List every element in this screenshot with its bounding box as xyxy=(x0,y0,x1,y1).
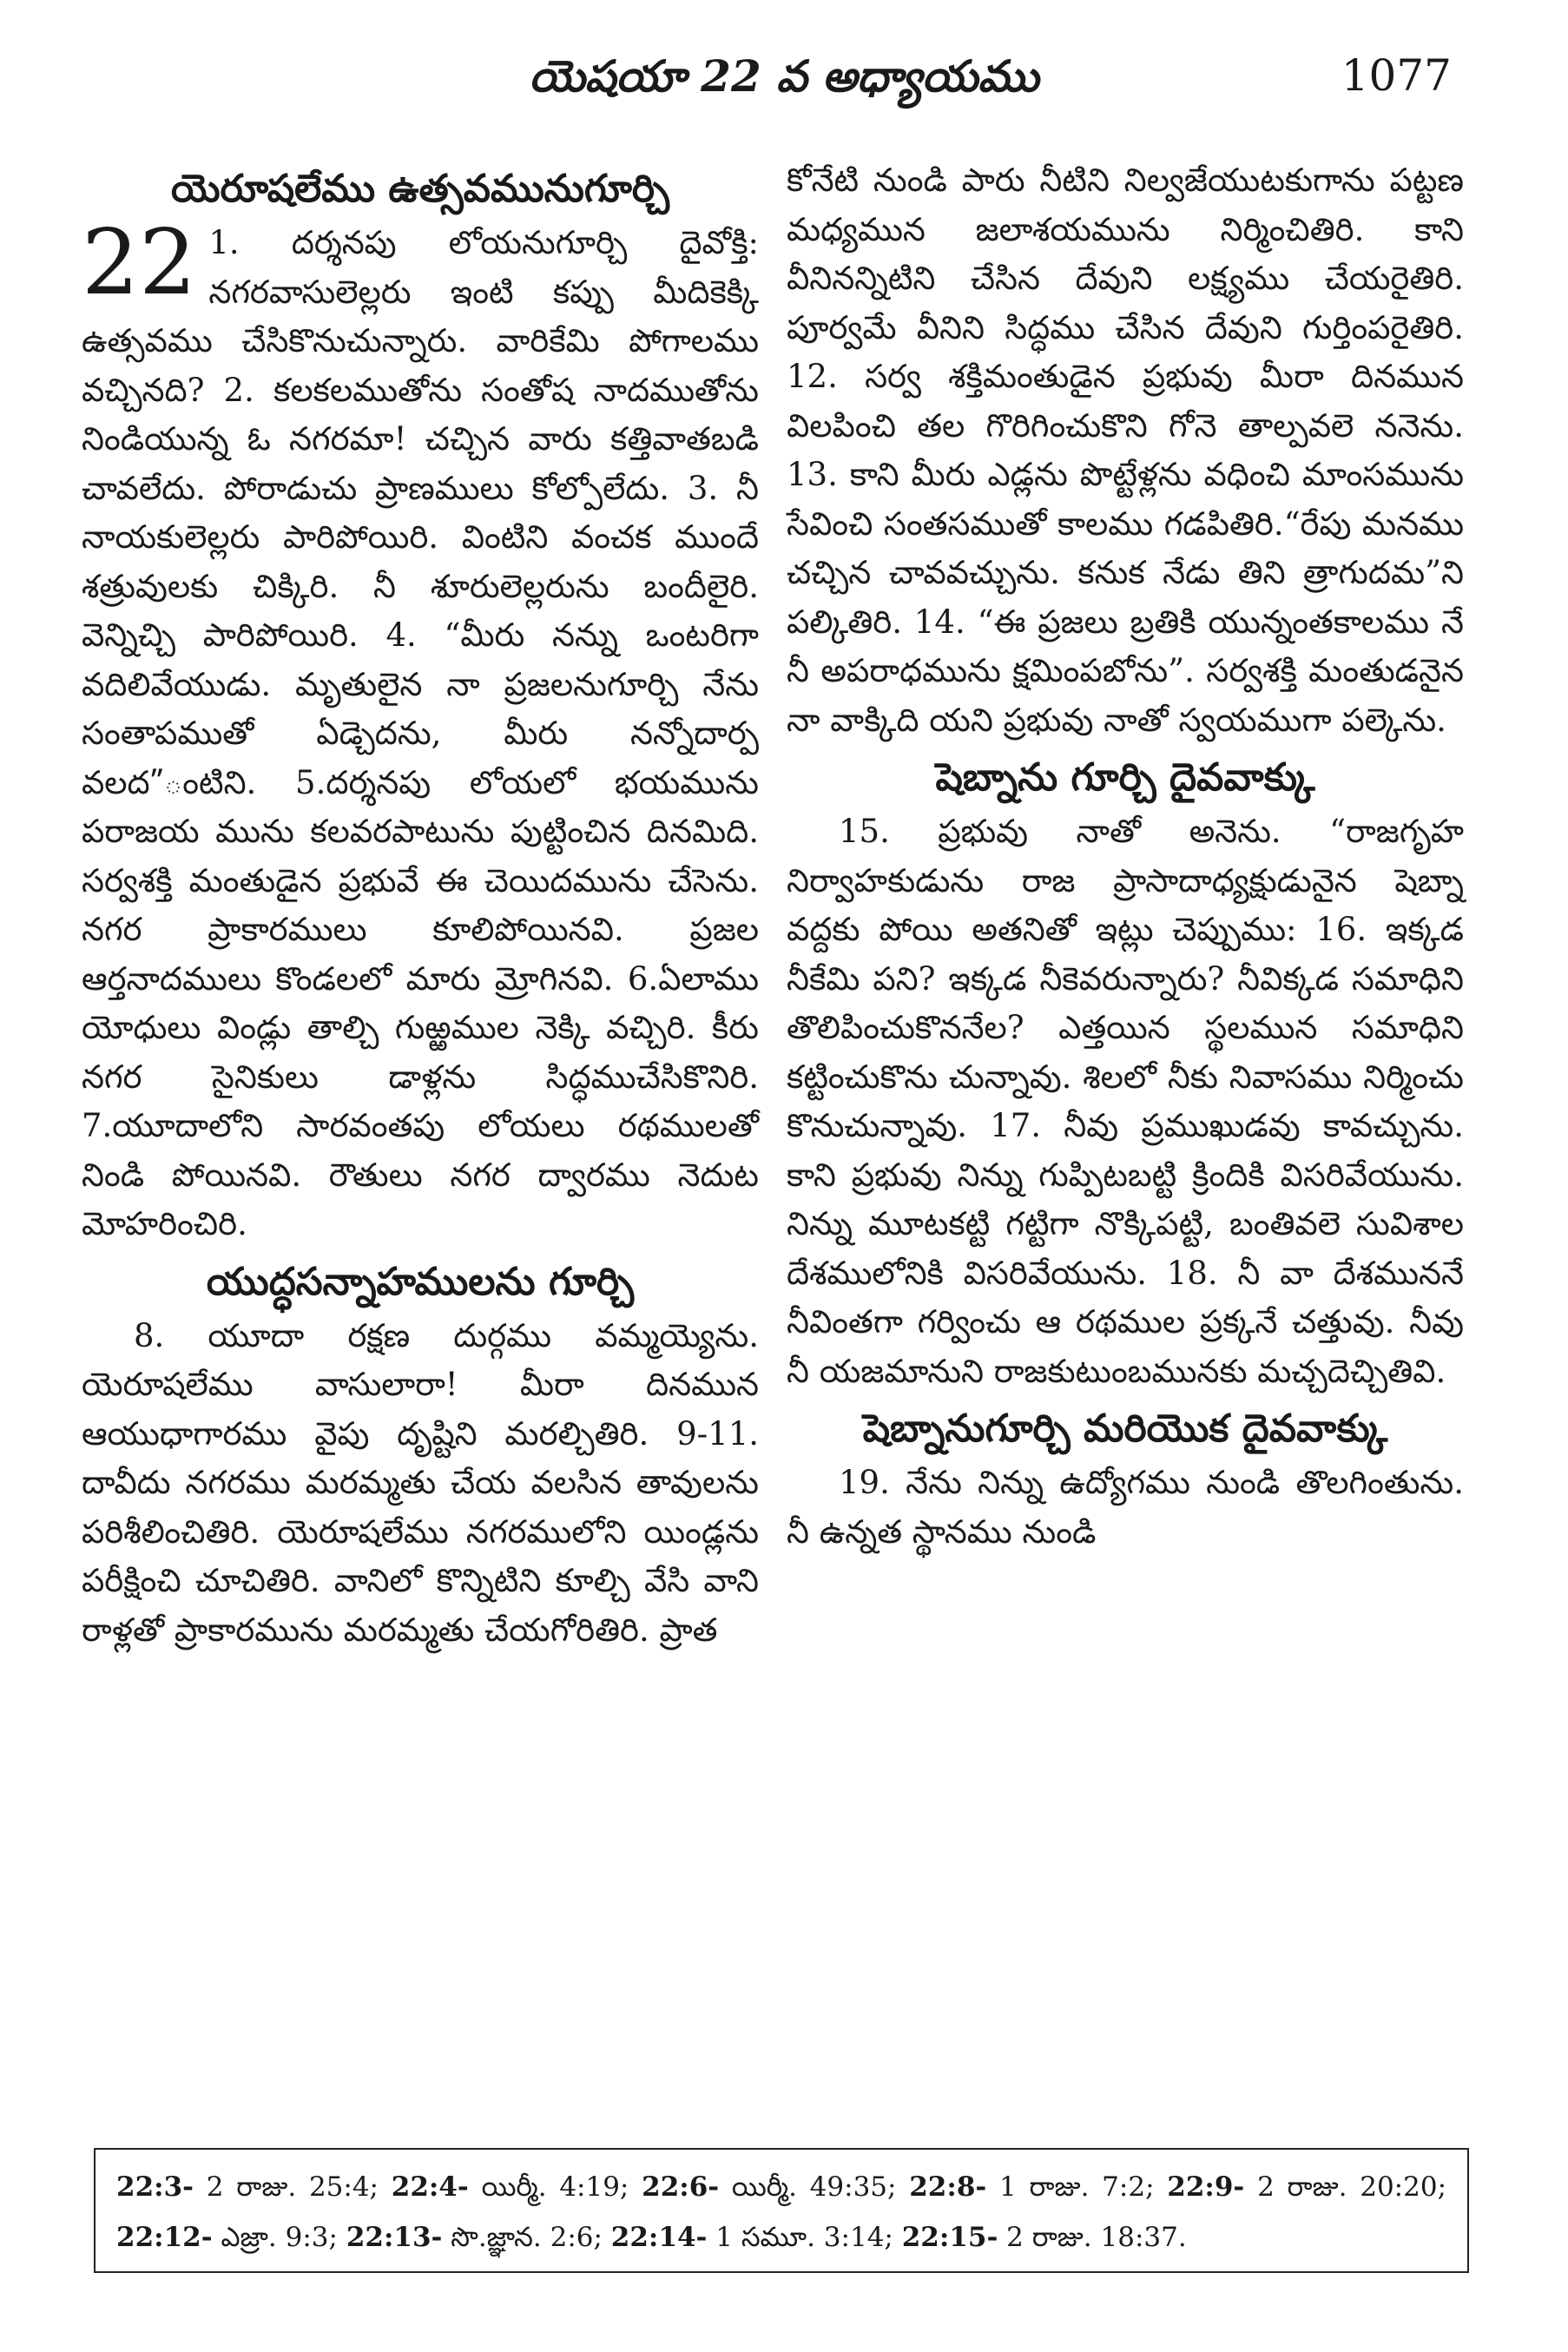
reference-text: యిర్మీ. 4:19; xyxy=(468,2171,642,2203)
reference-key: 22:13- xyxy=(346,2222,443,2253)
page-header xyxy=(0,43,1568,113)
reference-key: 22:15- xyxy=(901,2222,998,2253)
reference-key: 22:8- xyxy=(909,2171,987,2203)
chapter-number: 22 xyxy=(82,209,197,315)
page-number: 1077 xyxy=(1341,50,1452,101)
reference-key: 22:3- xyxy=(116,2171,194,2203)
verse-text: 1. దర్శనపు లోయనుగూర్చి దైవోక్తి: నగరవాసులెల్లరు ఇంటి కప్పు మీదికెక్కి ఉత్సవము చేసికొనుచున్నారు. వారికేమి పోగాలము వచ్చినది? 2. కలకలముతోను సంతోష నాదముతోను నిండియున్న ఓ నగరమా! చచ్చిన వారు కత్తివాతబడి చావలేదు. పోరాడుచు ప్రాణములు కోల్పోలేదు. 3. నీ నాయకులెల్లరు పారిపోయిరి. వింటిని వంచక ముందే శత్రువులకు చిక్కిరి. నీ శూరులెల్లరును బందీలైరి. వెన్నిచ్చి పారిపోయిరి. 4. “మీరు నన్ను ఒంటరిగా వదిలివేయుడు. మృతులైన నా ప్రజలనుగూర్చి నేను సంతాపముతో ఏడ్చెదను, మీరు నన్నోదార్ప వలద”ంటిని. 5.దర్శనపు లోయలో భయమును పరాజయ మును కలవరపాటును పుట్టించిన దినమిది. సర్వశక్తి మంతుడైన ప్రభువే ఈ చెయిదమును చేసెను. నగర ప్రాకారములు కూలిపోయినవి. ప్రజల ఆర్తనాదములు కొండలలో మారు మ్రోగినవి. 6.ఏలాము యోధులు విండ్లు తాల్చి గుఱ్ఱముల నెక్కి వచ్చిరి. కీరు నగర సైనికులు డాళ్లను సిద్ధముచేసికొనిరి. 7.యూదాలోని సారవంతపు లోయలు రథములతో నిండి పోయినవి. రౌతులు నగర ద్వారము నెదుట మోహరించిరి. xyxy=(82,224,759,1242)
section-heading: షెబ్నానుగూర్చి మరియొక దైవవాక్కు xyxy=(862,1407,1388,1451)
reference-key: 22:4- xyxy=(391,2171,469,2203)
reference-text: 2 రాజు. 25:4; xyxy=(194,2171,392,2203)
reference-text: ఎజ్రా. 9:3; xyxy=(212,2222,346,2253)
reference-text: యిర్మీ. 49:35; xyxy=(719,2171,910,2203)
reference-key: 22:12- xyxy=(116,2222,213,2253)
reference-text: 2 రాజు. 18:37. xyxy=(998,2222,1187,2253)
section-heading: యెరూషలేము ఉత్సవమునుగూర్చి xyxy=(171,167,669,211)
body-paragraph: 19. నేను నిన్ను ఉద్యోగము నుండి తొలగింతును. నీ ఉన్నత స్థానము నుండి xyxy=(787,1464,1464,1551)
body-paragraph: 15. ప్రభువు నాతో అనెను. “రాజగృహ నిర్వాహకుడును రాజ ప్రాసాదాధ్యక్షుడునైన షెబ్నా వద్దకు పోయి అతనితో ఇట్లు చెప్పుము: 16. ఇక్కడ నీకేమి పని? ఇక్కడ నీకెవరున్నారు? నీవిక్కడ సమాధిని తొలిపించుకొననేల? ఎత్తయిన స్థలమున సమాధిని కట్టించుకొను చున్నావు. శిలలో నీకు నివాసము నిర్మించు కొనుచున్నావు. 17. నీవు ప్రముఖుడవు కావచ్చును. కాని ప్రభువు నిన్ను గుప్పిటబట్టి క్రిందికి విసరివేయును. నిన్ను మూటకట్టి గట్టిగా నొక్కిపట్టి, బంతివలె సువిశాల దేశములోనికి విసరివేయును. 18. నీ వా దేశముననే నీవింతగా గర్వించు ఆ రథముల ప్రక్కనే చత్తువు. నీవు నీ యజమానుని రాజకుటుంబమునకు మచ్చదెచ్చితివి. xyxy=(787,813,1464,1390)
section-heading: షెబ్నాను గూర్చి దైవవాక్కు xyxy=(935,755,1315,800)
page-title: యెషయా 22 వ అధ్యాయము xyxy=(529,50,1039,102)
reference-key: 22:14- xyxy=(610,2222,708,2253)
reference-text: సొ.జ్ఞాన. 2:6; xyxy=(442,2222,611,2253)
body-paragraph xyxy=(82,209,759,1249)
left-column xyxy=(82,156,759,1655)
section-heading: యుద్ధసన్నాహములను గూర్చి xyxy=(206,1259,635,1304)
reference-key: 22:9- xyxy=(1167,2171,1245,2203)
body-paragraph: 8. యూదా రక్షణ దుర్గము వమ్మయ్యెను. యెరూషలేము వాసులారా! మీరా దినమున ఆయుధాగారము వైపు దృష్టిని మరల్చితిరి. 9-11. దావీదు నగరము మరమ్మతు చేయ వలసిన తావులను పరిశీలించితిరి. యెరూషలేము నగరములోని యిండ్లను పరీక్షించి చూచితిరి. వానిలో కొన్నిటిని కూల్చి వేసి వాని రాళ్లతో ప్రాకారమును మరమ్మతు చేయగోరితిరి. ప్రాత xyxy=(82,1316,759,1649)
reference-text: 1 సమూ. 3:14; xyxy=(707,2222,902,2253)
reference-text: 1 రాజు. 7:2; xyxy=(986,2171,1168,2203)
cross-references-box xyxy=(94,2148,1469,2273)
reference-text: 2 రాజు. 20:20; xyxy=(1244,2171,1447,2203)
body-paragraph: కోనేటి నుండి పారు నీటిని నిల్వజేయుటకుగాను పట్టణ మధ్యమున జలాశయమును నిర్మించితిరి. కాని వీనినన్నిటిని చేసిన దేవుని లక్ష్యము చేయరైతిరి. పూర్వమే వీనిని సిద్ధము చేసిన దేవుని గుర్తింపరైతిరి. 12. సర్వ శక్తిమంతుడైన ప్రభువు మీరా దినమున విలపించి తల గొరిగించుకొని గోనె తాల్పవలె ననెను. 13. కాని మీరు ఎడ్లను పొట్టేళ్లను వధించి మాంసమును సేవించి సంతసముతో కాలము గడపితిరి.“రేపు మనము చచ్చిన చావవచ్చును. కనుక నేడు తిని త్రాగుదమ”ని పల్కితిరి. 14. “ఈ ప్రజలు బ్రతికి యున్నంతకాలము నే నీ అపరాధమును క్షమింపబోను”. సర్వశక్తి మంతుడనైన నా వాక్కిది యని ప్రభువు నాతో స్వయముగా పల్కెను. xyxy=(787,161,1465,739)
reference-key: 22:6- xyxy=(642,2171,720,2203)
right-column xyxy=(787,156,1464,1557)
